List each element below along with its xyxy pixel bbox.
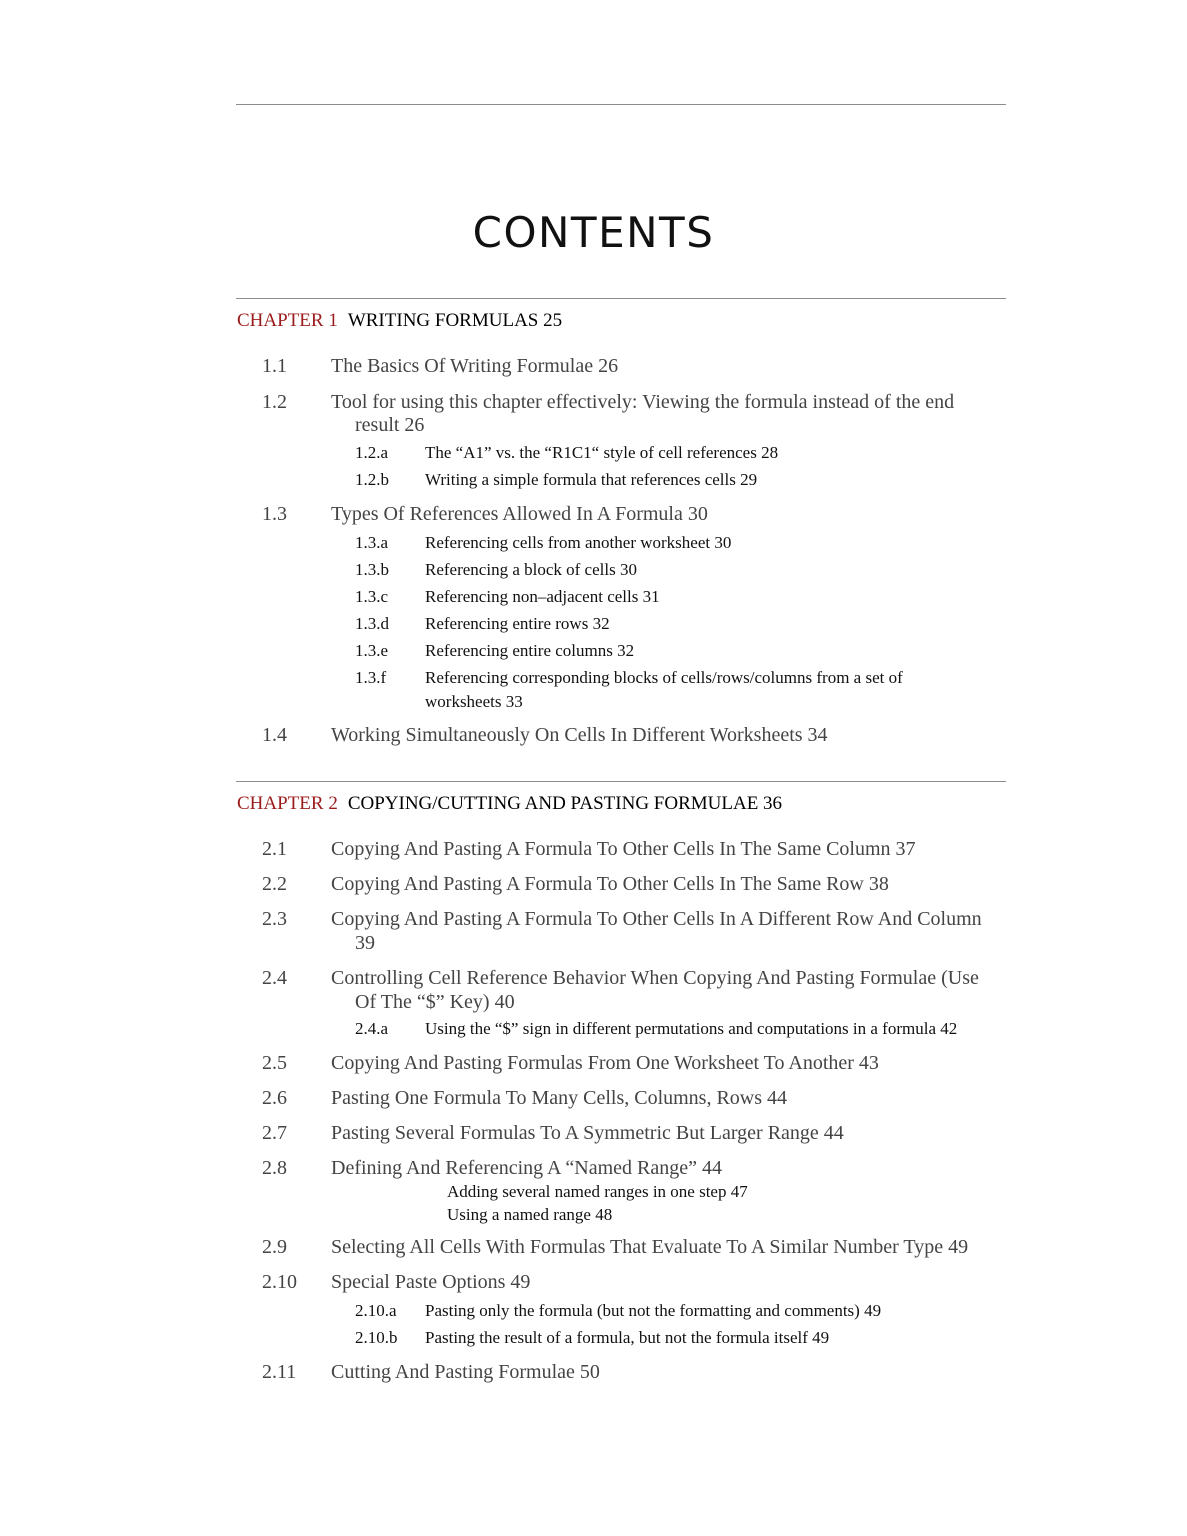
top-rule (236, 104, 1006, 105)
section-title: Working Simultaneously On Cells In Different Worksheets 34 (331, 724, 828, 746)
section-title: Copying And Pasting Formulas From One Worksheet To Another 43 (331, 1052, 879, 1074)
section-title: The Basics Of Writing Formulae 26 (331, 355, 619, 377)
chapter-1-heading[interactable] (237, 310, 562, 332)
section-number: 2.5 (262, 1052, 287, 1074)
section-title: Cutting And Pasting Formulae 50 (331, 1361, 600, 1383)
page-title: CONTENTS (472, 208, 715, 257)
subsection-title: Using the “$” sign in different permutations and computations in a formula 42 (425, 1019, 958, 1038)
subsection-title-continuation: worksheets 33 (425, 692, 523, 711)
subsection-number: 2.4.a (355, 1019, 389, 1038)
subsection-number: 1.3.a (355, 533, 389, 552)
section-number: 2.2 (262, 873, 287, 895)
chapter-title: COPYING/CUTTING AND PASTING FORMULAE 36 (347, 793, 783, 814)
section-number: 2.7 (262, 1122, 287, 1144)
section-title: Controlling Cell Reference Behavior When Copying And Pasting Formulae (Use (331, 967, 979, 989)
subsection-title: Referencing cells from another worksheet 30 (425, 533, 732, 552)
subsection-number: 1.3.d (355, 614, 389, 633)
section-number: 2.9 (262, 1236, 287, 1258)
subsection-number: 1.3.b (355, 560, 389, 579)
chapter-label: CHAPTER 1 (237, 310, 338, 331)
subsection-number: 1.2.a (355, 443, 389, 462)
section-title: Tool for using this chapter effectively: Viewing the formula instead of the end (331, 391, 955, 413)
section-title: Pasting Several Formulas To A Symmetric But Larger Range 44 (331, 1122, 844, 1144)
subsection-number: 1.3.e (355, 641, 389, 660)
subsection-title: Referencing non–adjacent cells 31 (425, 587, 660, 606)
section-title-continuation: result 26 (355, 414, 425, 436)
section-title: Copying And Pasting A Formula To Other Cells In A Different Row And Column (331, 908, 982, 930)
section-number: 1.3 (262, 503, 287, 525)
section-title: Types Of References Allowed In A Formula 30 (331, 503, 708, 525)
chapter-2-heading[interactable] (237, 793, 782, 815)
section-number: 2.11 (262, 1361, 297, 1383)
subsection-number: 1.3.f (355, 668, 387, 687)
section-title: Copying And Pasting A Formula To Other Cells In The Same Row 38 (331, 873, 889, 895)
section-number: 2.6 (262, 1087, 287, 1109)
section-number: 1.4 (262, 724, 287, 746)
subsection-title: Referencing entire rows 32 (425, 614, 610, 633)
section-number: 2.3 (262, 908, 287, 930)
subsection-number: 1.2.b (355, 470, 389, 489)
subsection-title: Writing a simple formula that references cells 29 (425, 470, 758, 489)
section-number: 1.2 (262, 391, 287, 413)
subsection-title: Referencing a block of cells 30 (425, 560, 637, 579)
subsection-number: 2.10.b (355, 1328, 398, 1347)
chapter-1-rule (236, 298, 1006, 299)
section-title-continuation: 39 (355, 932, 375, 954)
section-number: 2.1 (262, 838, 287, 860)
section-title: Selecting All Cells With Formulas That Evaluate To A Similar Number Type 49 (331, 1236, 969, 1258)
section-title-continuation: Of The “$” Key) 40 (355, 991, 515, 1013)
chapter-label: CHAPTER 2 (237, 793, 338, 814)
section-number: 2.10 (262, 1271, 297, 1293)
chapter-2-rule (236, 781, 1006, 782)
section-number: 2.4 (262, 967, 287, 989)
subsection-title: Referencing corresponding blocks of cells/rows/columns from a set of (425, 668, 903, 687)
subsection-title: Pasting only the formula (but not the formatting and comments) 49 (425, 1301, 882, 1320)
subsection-number: 1.3.c (355, 587, 389, 606)
section-title: Pasting One Formula To Many Cells, Columns, Rows 44 (331, 1087, 788, 1109)
chapter-title: WRITING FORMULAS 25 (347, 310, 563, 331)
subsection-title: Pasting the result of a formula, but not the formula itself 49 (425, 1328, 830, 1347)
section-title: Special Paste Options 49 (331, 1271, 531, 1293)
section-title: Defining And Referencing A “Named Range” 44 (331, 1157, 722, 1179)
subsection-number: 2.10.a (355, 1301, 397, 1320)
toc-subsection-unnumbered[interactable]: Using a named range 48 (447, 1205, 613, 1224)
section-number: 1.1 (262, 355, 287, 377)
section-title: Copying And Pasting A Formula To Other Cells In The Same Column 37 (331, 838, 916, 860)
subsection-title: Referencing entire columns 32 (425, 641, 635, 660)
subsection-title: The “A1” vs. the “R1C1“ style of cell references 28 (425, 443, 779, 462)
toc-subsection-unnumbered[interactable]: Adding several named ranges in one step 47 (447, 1182, 748, 1201)
section-number: 2.8 (262, 1157, 287, 1179)
